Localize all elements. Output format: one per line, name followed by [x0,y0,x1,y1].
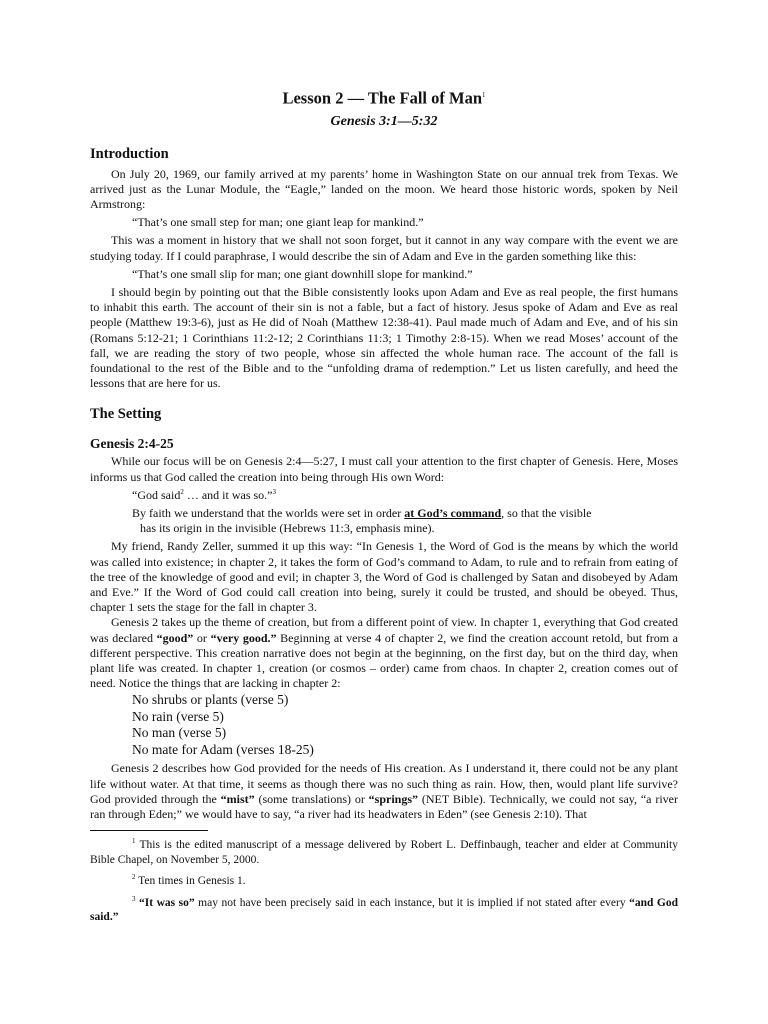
footnote-divider [90,830,208,831]
intro-heading: Introduction [90,145,169,162]
footnote-1: $^1$ This is the edited manuscript of a message delivered by Robert L. Deffinbaugh, teacher and elder at Community Bible Chapel, on November 5, 2000. [90,837,678,866]
intro-paragraph-1: On July 20, 1969, our family arrived at my parents’ home in Washington State on our annual trek from Texas. We arrived just as the Lunar Module, the “Eagle,” landed on the moon. We heard those historic words, spoken by Neil Armstrong: [90,166,678,211]
setting-quote-2: By faith we understand that the worlds were set in order at God’s command, so that the visible has its origin in the invisible (Hebrews 11:3, emphasis mine). [132,505,592,536]
emphasis-gods-command: at God’s command [404,505,502,520]
list-item: No mate for Adam (verses 18-25) [132,741,314,757]
setting-paragraph-1: While our focus will be on Genesis 2:4—5:27, I must call your attention to the first chapter of Genesis. Here, Moses informs us that God called the creation into being through His own Word: [90,454,678,484]
intro-paragraph-3: I should begin by pointing out that the Bible consistently looks upon Adam and Eve as real people, the first humans to inhabit this earth. The account of their sin is not a fable, but a fact of history. Jesus spoke of Adam and Eve as real people (Matthew 19:3-6), just as He did of Noah (Matthew 12:38-41). Paul made much of Adam and Eve, and of his sin (Romans 5:12-21; 1 Corinthians 11:2-12; 2 Corinthians 11:3; 1 Timothy 2:8-15). When we read Moses’ account of the fall, we are reading the story of two people, whose sin affected the whole human race. The account of the fall is foundational to the rest of the Bible and to the “unfolding drama of redemption.” Let us listen carefully, and heed the lessons that are here for us. [90,284,678,391]
setting-quote-1: “God said$^2$ … and it was so.”$^3$ [132,487,276,502]
page-title: Lesson 2 — The Fall of Man$^1$ [282,88,486,108]
footnote-ref-2[interactable]: 2 [180,487,184,496]
setting-subheading: Genesis 2:4-25 [90,436,174,452]
setting-paragraph-3: Genesis 2 takes up the theme of creation, but from a different point of view. In chapter 1, everything that God created was declared “good” or “very good.” Beginning at verse 4 of chapter 2, we find the creation account retold, but from a different perspective. This creation narrative does not begin at the beginning, on the first day, but on the third day, when plant life was created. In chapter 1, creation (or cosmos – order) came from chaos. In chapter 2, creation comes out of need. Notice the things that are lacking in chapter 2: [90,615,679,691]
intro-quote-2: “That’s one small slip for man; one giant downhill slope for mankind.” [132,266,473,281]
footnote-ref-3[interactable]: 3 [272,487,276,496]
lacking-list [132,692,678,758]
page-content [90,84,678,928]
page-subtitle: Genesis 3:1—5:32 [330,113,438,129]
setting-paragraph-4: Genesis 2 describes how God provided for the needs of His creation. As I understand it, there could not be any plant life without water. At that time, it seems as though there was no such thing as rain. How, then, would plant life survive? God provided through the “mist” (some translations) or “springs” (NET Bible). Technically, we could not say, “a river ran through Eden;” we would have to say, “a river had its headwaters in Eden” (see Genesis 2:10). That [90,761,678,821]
list-item: No man (verse 5) [132,725,227,741]
list-item: No rain (verse 5) [132,708,224,724]
footnote-3: $^3$ “It was so” may not have been precisely said in each instance, but it is implied if not stated after every “and God said.” [90,894,678,924]
footnote-ref-1[interactable]: 1 [482,91,486,99]
footnote-2: $^2$ Ten times in Genesis 1. [132,873,246,888]
setting-heading: The Setting [90,406,162,423]
intro-quote-1: “That’s one small step for man; one giant leap for mankind.” [132,215,424,230]
list-item: No shrubs or plants (verse 5) [132,692,289,708]
setting-paragraph-2: My friend, Randy Zeller, summed it up this way: “In Genesis 1, the Word of God is the means by which the world was called into existence; in chapter 2, it takes the form of God’s command to Adam, to rule and to refrain from eating of the tree of the knowledge of good and evil; in chapter 3, the Word of God is challenged by Satan and disobeyed by Adam and Eve.” If the Word of God could call creation into being, surely it could be trusted, and should be obeyed. Thus, chapter 1 sets the stage for the fall in chapter 3. [90,539,678,615]
intro-paragraph-2: This was a moment in history that we shall not soon forget, but it cannot in any way compare with the event we are studying today. If I could paraphrase, I would describe the sin of Adam and Eve in the garden something like this: [90,233,678,263]
